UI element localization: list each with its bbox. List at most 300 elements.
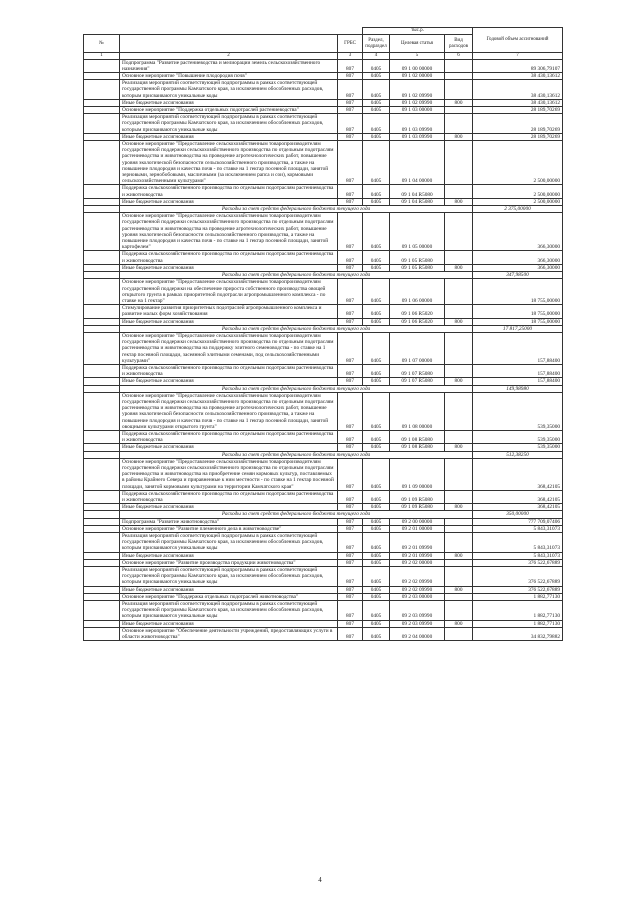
expense-type-cell: 800 bbox=[445, 552, 473, 559]
expense-type-cell bbox=[445, 567, 473, 587]
expense-type-cell bbox=[445, 141, 473, 185]
name-cell: Поддержка сельскохозяйственного производства по отдельным подотраслям растениеводства и животноводства bbox=[120, 251, 338, 264]
target-article-cell: 09 2 04 00000 bbox=[390, 627, 445, 640]
target-article-cell: 09 1 03 00000 bbox=[390, 107, 445, 114]
header-grbs: ГРБС bbox=[338, 35, 363, 53]
target-article-cell: 09 2 00 00000 bbox=[390, 518, 445, 525]
target-article-cell: 09 1 04 R5080 bbox=[390, 198, 445, 205]
expense-type-cell: 800 bbox=[445, 99, 473, 106]
section-cell: 0405 bbox=[363, 601, 390, 621]
row-number-cell bbox=[84, 141, 120, 185]
table-row bbox=[84, 518, 563, 525]
target-article-cell: 09 2 03 09990 bbox=[390, 620, 445, 627]
expense-type-cell bbox=[445, 593, 473, 600]
name-cell: Иные бюджетные ассигнования bbox=[120, 318, 338, 325]
sum-cell: 512,38250 bbox=[473, 451, 563, 458]
federal-budget-row bbox=[84, 325, 563, 332]
table-row bbox=[84, 73, 563, 80]
federal-budget-label: Расходы за счет средств федерального бюджета текущего года bbox=[120, 451, 473, 458]
grbs-cell: 807 bbox=[338, 364, 363, 377]
table-row bbox=[84, 80, 563, 100]
grbs-cell: 807 bbox=[338, 251, 363, 264]
grbs-cell: 807 bbox=[338, 80, 363, 100]
name-cell: Поддержка сельскохозяйственного производства по отдельным подотраслям растениеводства и животноводства bbox=[120, 364, 338, 377]
section-cell: 0405 bbox=[363, 251, 390, 264]
grbs-cell: 807 bbox=[338, 552, 363, 559]
header-thousand-label: тыс.р. bbox=[363, 28, 473, 35]
header-name bbox=[120, 35, 338, 53]
name-cell: Иные бюджетные ассигнования bbox=[120, 504, 338, 511]
header-expense-type: Вид расходов bbox=[445, 35, 473, 53]
section-cell: 0405 bbox=[363, 504, 390, 511]
section-cell: 0405 bbox=[363, 114, 390, 134]
row-number-cell bbox=[84, 490, 120, 503]
expense-type-cell bbox=[445, 80, 473, 100]
grbs-cell: 807 bbox=[338, 601, 363, 621]
sum-cell: 17 817,25000 bbox=[473, 325, 563, 332]
sum-cell: 2 500,00000 bbox=[473, 185, 563, 198]
name-cell: Иные бюджетные ассигнования bbox=[120, 264, 338, 271]
target-article-cell: 09 1 07 R5080 bbox=[390, 364, 445, 377]
sum-cell: 539,35000 bbox=[473, 430, 563, 443]
name-cell: Основное мероприятие "Повышение плодородия почв" bbox=[120, 73, 338, 80]
table-row bbox=[84, 318, 563, 325]
sum-cell: 1 882,77130 bbox=[473, 593, 563, 600]
grbs-cell: 807 bbox=[338, 99, 363, 106]
expense-type-cell bbox=[445, 518, 473, 525]
grbs-cell: 807 bbox=[338, 504, 363, 511]
target-article-cell: 09 1 02 09990 bbox=[390, 99, 445, 106]
table-row bbox=[84, 593, 563, 600]
grbs-cell: 807 bbox=[338, 264, 363, 271]
budget-table-page bbox=[83, 27, 562, 641]
grbs-cell: 807 bbox=[338, 198, 363, 205]
expense-type-cell: 800 bbox=[445, 504, 473, 511]
expense-type-cell: 800 bbox=[445, 318, 473, 325]
table-row bbox=[84, 525, 563, 532]
sum-cell: 38 430,13612 bbox=[473, 73, 563, 80]
grbs-cell: 807 bbox=[338, 318, 363, 325]
table-row bbox=[84, 392, 563, 430]
name-cell: Подпрограмма "Развитие животноводства" bbox=[120, 518, 338, 525]
target-article-cell: 09 2 02 09990 bbox=[390, 567, 445, 587]
section-cell: 0405 bbox=[363, 525, 390, 532]
page-number: 4 bbox=[318, 876, 322, 884]
sum-cell: 28 189,70269 bbox=[473, 133, 563, 140]
table-body bbox=[84, 59, 563, 641]
grbs-cell: 807 bbox=[338, 107, 363, 114]
section-cell: 0405 bbox=[363, 593, 390, 600]
expense-type-cell: 800 bbox=[445, 264, 473, 271]
name-cell: Реализация мероприятий соответствующей подпрограммы в рамках соответствующей государственной программы Камчатского края, за исключением обособленных расходов, которым присваиваются уникальные коды bbox=[120, 601, 338, 621]
row-number-cell bbox=[84, 272, 120, 279]
target-article-cell: 09 1 03 09990 bbox=[390, 133, 445, 140]
table-row bbox=[84, 107, 563, 114]
header-colnum-3: 3 bbox=[338, 53, 363, 60]
grbs-cell: 807 bbox=[338, 392, 363, 430]
sum-cell: 376 522,67889 bbox=[473, 567, 563, 587]
grbs-cell: 807 bbox=[338, 141, 363, 185]
federal-budget-row bbox=[84, 451, 563, 458]
row-number-cell bbox=[84, 385, 120, 392]
expense-type-cell bbox=[445, 213, 473, 251]
expense-type-cell bbox=[445, 364, 473, 377]
table-row bbox=[84, 378, 563, 385]
expense-type-cell bbox=[445, 251, 473, 264]
section-cell: 0405 bbox=[363, 264, 390, 271]
name-cell: Основное мероприятие "Развитие племенного дела в животноводстве" bbox=[120, 525, 338, 532]
row-number-cell bbox=[84, 264, 120, 271]
section-cell: 0405 bbox=[363, 552, 390, 559]
row-number-cell bbox=[84, 213, 120, 251]
row-number-cell bbox=[84, 206, 120, 213]
name-cell: Иные бюджетные ассигнования bbox=[120, 620, 338, 627]
grbs-cell: 807 bbox=[338, 458, 363, 490]
name-cell: Реализация мероприятий соответствующей подпрограммы в рамках соответствующей государственной программы Камчатского края, за исключением обособленных расходов, которым присваиваются уникальные коды bbox=[120, 567, 338, 587]
name-cell: Основное мероприятие "Развитие производства продукции животноводства" bbox=[120, 559, 338, 566]
expense-type-cell: 800 bbox=[445, 620, 473, 627]
header-colnum-1: 1 bbox=[84, 53, 120, 60]
name-cell: Основное мероприятие "Предоставление сельскохозяйственным товаропроизводителям государственной поддержки сельскохозяйственного производства по отдельным подотраслям растениеводства и животноводства на проведение агротехнологических работ, повышение уровня экологической безопасности сельскохозяйственного производства, а также на повышение плодородия и качества почв - по ставке на 1 гектар посевной площади, занятой зерновыми, зернобобовыми, масличными (за исключением рапса и сои), кормовыми сельскохозяйственными культурами" bbox=[120, 141, 338, 185]
table-row bbox=[84, 213, 563, 251]
row-number-cell bbox=[84, 251, 120, 264]
grbs-cell: 807 bbox=[338, 213, 363, 251]
sum-cell: 539,35000 bbox=[473, 444, 563, 451]
header-colnum-6: 6 bbox=[445, 53, 473, 60]
sum-cell: 18 755,00000 bbox=[473, 305, 563, 318]
name-cell: Иные бюджетные ассигнования bbox=[120, 444, 338, 451]
sum-cell: 38 430,13612 bbox=[473, 99, 563, 106]
name-cell: Поддержка сельскохозяйственного производства по отдельным подотраслям растениеводства и животноводства bbox=[120, 185, 338, 198]
grbs-cell: 807 bbox=[338, 279, 363, 305]
sum-cell: 368,42105 bbox=[473, 504, 563, 511]
sum-cell: 347,98500 bbox=[473, 272, 563, 279]
sum-cell: 5 843,31073 bbox=[473, 552, 563, 559]
table-row bbox=[84, 601, 563, 621]
row-number-cell bbox=[84, 511, 120, 518]
sum-cell: 366,30000 bbox=[473, 264, 563, 271]
row-number-cell bbox=[84, 325, 120, 332]
grbs-cell: 807 bbox=[338, 59, 363, 72]
target-article-cell: 09 2 01 00000 bbox=[390, 525, 445, 532]
sum-cell: 1 882,77130 bbox=[473, 620, 563, 627]
row-number-cell bbox=[84, 444, 120, 451]
row-number-cell bbox=[84, 133, 120, 140]
name-cell: Основное мероприятие "Предоставление сельскохозяйственным товаропроизводителям государственной поддержки сельскохозяйственного производства по отдельным подотраслям растениеводства и животноводства на приобретение семян кормовых культур, поставляемых в районы Крайнего Севера и приравненные к ним местности - по ставке на 1 гектар посевной площади, занятой кормовыми культурами на территории Камчатского края" bbox=[120, 458, 338, 490]
section-cell: 0405 bbox=[363, 107, 390, 114]
row-number-cell bbox=[84, 80, 120, 100]
row-number-cell bbox=[84, 451, 120, 458]
sum-cell: 777 709,07406 bbox=[473, 518, 563, 525]
table-row bbox=[84, 198, 563, 205]
sum-cell: 28 189,70269 bbox=[473, 107, 563, 114]
target-article-cell: 09 2 01 09990 bbox=[390, 552, 445, 559]
name-cell: Реализация мероприятий соответствующей подпрограммы в рамках соответствующей государственной программы Камчатского края, за исключением обособленных расходов, которым присваиваются уникальные коды bbox=[120, 533, 338, 553]
grbs-cell: 807 bbox=[338, 73, 363, 80]
expense-type-cell bbox=[445, 601, 473, 621]
section-cell: 0405 bbox=[363, 430, 390, 443]
header-annual-volume: Годовой объем ассигнований bbox=[473, 28, 563, 53]
table-row bbox=[84, 586, 563, 593]
grbs-cell: 807 bbox=[338, 305, 363, 318]
target-article-cell: 09 2 02 00000 bbox=[390, 559, 445, 566]
grbs-cell: 807 bbox=[338, 586, 363, 593]
section-cell: 0405 bbox=[363, 305, 390, 318]
section-cell: 0405 bbox=[363, 620, 390, 627]
expense-type-cell bbox=[445, 490, 473, 503]
row-number-cell bbox=[84, 430, 120, 443]
table-row bbox=[84, 533, 563, 553]
sum-cell: 18 755,00000 bbox=[473, 279, 563, 305]
federal-budget-label: Расходы за счет средств федерального бюджета текущего года bbox=[120, 206, 473, 213]
federal-budget-label: Расходы за счет средств федерального бюджета текущего года bbox=[120, 272, 473, 279]
section-cell: 0405 bbox=[363, 458, 390, 490]
name-cell: Иные бюджетные ассигнования bbox=[120, 133, 338, 140]
target-article-cell: 09 2 03 00000 bbox=[390, 593, 445, 600]
row-number-cell bbox=[84, 279, 120, 305]
name-cell: Подпрограмма "Развитие растениеводства и мелиорации земель сельскохозяйственного назначения" bbox=[120, 59, 338, 72]
target-article-cell: 09 1 03 09990 bbox=[390, 114, 445, 134]
target-article-cell: 09 1 09 R5080 bbox=[390, 490, 445, 503]
expense-type-cell: 800 bbox=[445, 133, 473, 140]
target-article-cell: 09 2 01 09990 bbox=[390, 533, 445, 553]
sum-cell: 350,00000 bbox=[473, 511, 563, 518]
expense-type-cell: 800 bbox=[445, 378, 473, 385]
table-row bbox=[84, 99, 563, 106]
expense-type-cell bbox=[445, 458, 473, 490]
section-cell: 0405 bbox=[363, 378, 390, 385]
name-cell: Основное мероприятие "Предоставление сельскохозяйственным товаропроизводителям государственной поддержки сельскохозяйственного производства по отдельным подотраслям растениеводства и животноводства на проведение агротехнологических работ, повышение уровня экологической безопасности сельскохозяйственного производства, а также на повышение плодородия и качества почв - по ставке на 1 гектар посевной площади, занятой картофелем" bbox=[120, 213, 338, 251]
section-cell: 0405 bbox=[363, 518, 390, 525]
section-cell: 0405 bbox=[363, 318, 390, 325]
header-colnum-7: 7 bbox=[473, 53, 563, 60]
sum-cell: 376 522,67889 bbox=[473, 586, 563, 593]
name-cell: Стимулирование развития приоритетных подотраслей агропромышленного комплекса и развитие малых форм хозяйствования bbox=[120, 305, 338, 318]
grbs-cell: 807 bbox=[338, 185, 363, 198]
grbs-cell: 807 bbox=[338, 133, 363, 140]
header-section: Раздел, подраздел bbox=[363, 35, 390, 53]
header-colnum-5: 5 bbox=[390, 53, 445, 60]
row-number-cell bbox=[84, 305, 120, 318]
row-number-cell bbox=[84, 559, 120, 566]
grbs-cell: 807 bbox=[338, 627, 363, 640]
row-number-cell bbox=[84, 114, 120, 134]
sum-cell: 539,35000 bbox=[473, 392, 563, 430]
row-number-cell bbox=[84, 318, 120, 325]
target-article-cell: 09 1 05 00000 bbox=[390, 213, 445, 251]
row-number-cell bbox=[84, 107, 120, 114]
target-article-cell: 09 1 07 R5080 bbox=[390, 378, 445, 385]
section-cell: 0405 bbox=[363, 533, 390, 553]
grbs-cell: 807 bbox=[338, 378, 363, 385]
grbs-cell: 807 bbox=[338, 114, 363, 134]
name-cell: Основное мероприятие "Поддержка отдельных подотраслей животноводства" bbox=[120, 593, 338, 600]
name-cell: Основное мероприятие "Предоставление сельскохозяйственным товаропроизводителям государственной поддержки сельскохозяйственного производства по отдельным подотраслям растениеводства и животноводства на проведение агротехнологических работ, повышение уровня экологической безопасности сельскохозяйственного производства, а также на повышение плодородия и качества почв - по ставке на 1 гектар посевной площади, занятой овощными культурами открытого грунта" bbox=[120, 392, 338, 430]
row-number-cell bbox=[84, 601, 120, 621]
expense-type-cell bbox=[445, 392, 473, 430]
row-number-cell bbox=[84, 198, 120, 205]
name-cell: Основное мероприятие "Обеспечение деятельности учреждений, предоставляющих услуги в области животноводства" bbox=[120, 627, 338, 640]
table-row bbox=[84, 552, 563, 559]
section-cell: 0405 bbox=[363, 59, 390, 72]
grbs-cell: 807 bbox=[338, 490, 363, 503]
table-header bbox=[84, 28, 563, 60]
section-cell: 0405 bbox=[363, 627, 390, 640]
expense-type-cell: 800 bbox=[445, 198, 473, 205]
row-number-cell bbox=[84, 59, 120, 72]
name-cell: Основное мероприятие "Предоставление сельскохозяйственным товаропроизводителям государственной поддержки сельскохозяйственного производства по отдельным подотраслям растениеводства и животноводства на поддержку элитного семеноводства - по ставке на 1 гектар посевной площади, засеянной элитными семенами, под сельскохозяйственными культурами" bbox=[120, 332, 338, 364]
target-article-cell: 09 1 08 R5080 bbox=[390, 430, 445, 443]
row-number-cell bbox=[84, 185, 120, 198]
expense-type-cell bbox=[445, 185, 473, 198]
section-cell: 0405 bbox=[363, 332, 390, 364]
table-row bbox=[84, 59, 563, 72]
table-row bbox=[84, 279, 563, 305]
table-row bbox=[84, 264, 563, 271]
grbs-cell: 807 bbox=[338, 525, 363, 532]
section-cell: 0405 bbox=[363, 198, 390, 205]
expense-type-cell bbox=[445, 332, 473, 364]
grbs-cell: 807 bbox=[338, 430, 363, 443]
row-number-cell bbox=[84, 552, 120, 559]
sum-cell: 1 882,77130 bbox=[473, 601, 563, 621]
sum-cell: 149,98980 bbox=[473, 385, 563, 392]
section-cell: 0405 bbox=[363, 567, 390, 587]
target-article-cell: 09 1 04 00000 bbox=[390, 141, 445, 185]
table-row bbox=[84, 620, 563, 627]
section-cell: 0405 bbox=[363, 586, 390, 593]
sum-cell: 376 522,67889 bbox=[473, 559, 563, 566]
table-row bbox=[84, 305, 563, 318]
section-cell: 0405 bbox=[363, 141, 390, 185]
sum-cell: 5 843,31073 bbox=[473, 525, 563, 532]
sum-cell: 366,30000 bbox=[473, 251, 563, 264]
grbs-cell: 807 bbox=[338, 620, 363, 627]
target-article-cell: 09 1 09 R5080 bbox=[390, 504, 445, 511]
sum-cell: 2 375,00000 bbox=[473, 206, 563, 213]
grbs-cell: 807 bbox=[338, 559, 363, 566]
name-cell: Иные бюджетные ассигнования bbox=[120, 378, 338, 385]
header-colnum-2: 2 bbox=[120, 53, 338, 60]
table-row bbox=[84, 141, 563, 185]
target-article-cell: 09 1 05 R5080 bbox=[390, 251, 445, 264]
section-cell: 0405 bbox=[363, 364, 390, 377]
sum-cell: 368,42105 bbox=[473, 458, 563, 490]
table-row bbox=[84, 114, 563, 134]
federal-budget-row bbox=[84, 385, 563, 392]
target-article-cell: 09 1 07 00000 bbox=[390, 332, 445, 364]
header-target-article: Целевая статья bbox=[390, 35, 445, 53]
row-number-cell bbox=[84, 392, 120, 430]
target-article-cell: 09 2 03 09990 bbox=[390, 601, 445, 621]
grbs-cell: 807 bbox=[338, 567, 363, 587]
row-number-cell bbox=[84, 73, 120, 80]
section-cell: 0405 bbox=[363, 279, 390, 305]
federal-budget-label: Расходы за счет средств федерального бюджета текущего года bbox=[120, 511, 473, 518]
expense-type-cell bbox=[445, 279, 473, 305]
grbs-cell: 807 bbox=[338, 332, 363, 364]
target-article-cell: 09 1 06 00000 bbox=[390, 279, 445, 305]
name-cell: Реализация мероприятий соответствующей подпрограммы в рамках соответствующей государственной программы Камчатского края, за исключением обособленных расходов, которым присваиваются уникальные коды bbox=[120, 114, 338, 134]
sum-cell: 89 306,79107 bbox=[473, 59, 563, 72]
section-cell: 0405 bbox=[363, 392, 390, 430]
target-article-cell: 09 1 04 R5080 bbox=[390, 185, 445, 198]
sum-cell: 38 430,13612 bbox=[473, 80, 563, 100]
sum-cell: 157,88400 bbox=[473, 378, 563, 385]
grbs-cell: 807 bbox=[338, 533, 363, 553]
expense-type-cell bbox=[445, 107, 473, 114]
sum-cell: 5 843,31073 bbox=[473, 533, 563, 553]
name-cell: Поддержка сельскохозяйственного производства по отдельным подотраслям растениеводства и животноводства bbox=[120, 490, 338, 503]
sum-cell: 157,88400 bbox=[473, 332, 563, 364]
section-cell: 0405 bbox=[363, 213, 390, 251]
row-number-cell bbox=[84, 518, 120, 525]
budget-table bbox=[83, 27, 563, 641]
target-article-cell: 09 1 09 00000 bbox=[390, 458, 445, 490]
target-article-cell: 09 1 02 00000 bbox=[390, 73, 445, 80]
target-article-cell: 09 1 08 R5080 bbox=[390, 444, 445, 451]
expense-type-cell bbox=[445, 627, 473, 640]
target-article-cell: 09 1 02 09990 bbox=[390, 80, 445, 100]
expense-type-cell bbox=[445, 525, 473, 532]
expense-type-cell bbox=[445, 114, 473, 134]
target-article-cell: 09 1 05 R5080 bbox=[390, 264, 445, 271]
table-row bbox=[84, 444, 563, 451]
section-cell: 0405 bbox=[363, 99, 390, 106]
table-row bbox=[84, 332, 563, 364]
name-cell: Реализация мероприятий соответствующей подпрограммы в рамках соответствующей государственной программы Камчатского края, за исключением обособленных расходов, которым присваиваются уникальные коды bbox=[120, 80, 338, 100]
header-colnum-4: 4 bbox=[363, 53, 390, 60]
expense-type-cell bbox=[445, 430, 473, 443]
row-number-cell bbox=[84, 364, 120, 377]
table-row bbox=[84, 490, 563, 503]
row-number-cell bbox=[84, 332, 120, 364]
expense-type-cell bbox=[445, 533, 473, 553]
expense-type-cell bbox=[445, 59, 473, 72]
target-article-cell: 09 2 02 09990 bbox=[390, 586, 445, 593]
table-row bbox=[84, 627, 563, 640]
name-cell: Иные бюджетные ассигнования bbox=[120, 552, 338, 559]
expense-type-cell bbox=[445, 73, 473, 80]
table-row bbox=[84, 251, 563, 264]
section-cell: 0405 bbox=[363, 133, 390, 140]
row-number-cell bbox=[84, 627, 120, 640]
expense-type-cell bbox=[445, 305, 473, 318]
table-row bbox=[84, 567, 563, 587]
expense-type-cell bbox=[445, 559, 473, 566]
section-cell: 0405 bbox=[363, 185, 390, 198]
federal-budget-row bbox=[84, 272, 563, 279]
name-cell: Иные бюджетные ассигнования bbox=[120, 198, 338, 205]
section-cell: 0405 bbox=[363, 80, 390, 100]
table-row bbox=[84, 504, 563, 511]
row-number-cell bbox=[84, 378, 120, 385]
table-row bbox=[84, 364, 563, 377]
row-number-cell bbox=[84, 525, 120, 532]
target-article-cell: 09 1 00 00000 bbox=[390, 59, 445, 72]
target-article-cell: 09 1 06 R5020 bbox=[390, 305, 445, 318]
row-number-cell bbox=[84, 458, 120, 490]
row-number-cell bbox=[84, 586, 120, 593]
name-cell: Иные бюджетные ассигнования bbox=[120, 586, 338, 593]
row-number-cell bbox=[84, 99, 120, 106]
expense-type-cell: 800 bbox=[445, 586, 473, 593]
grbs-cell: 807 bbox=[338, 518, 363, 525]
row-number-cell bbox=[84, 533, 120, 553]
federal-budget-label: Расходы за счет средств федерального бюджета текущего года bbox=[120, 325, 473, 332]
header-blank-cell bbox=[84, 28, 363, 35]
table-row bbox=[84, 430, 563, 443]
